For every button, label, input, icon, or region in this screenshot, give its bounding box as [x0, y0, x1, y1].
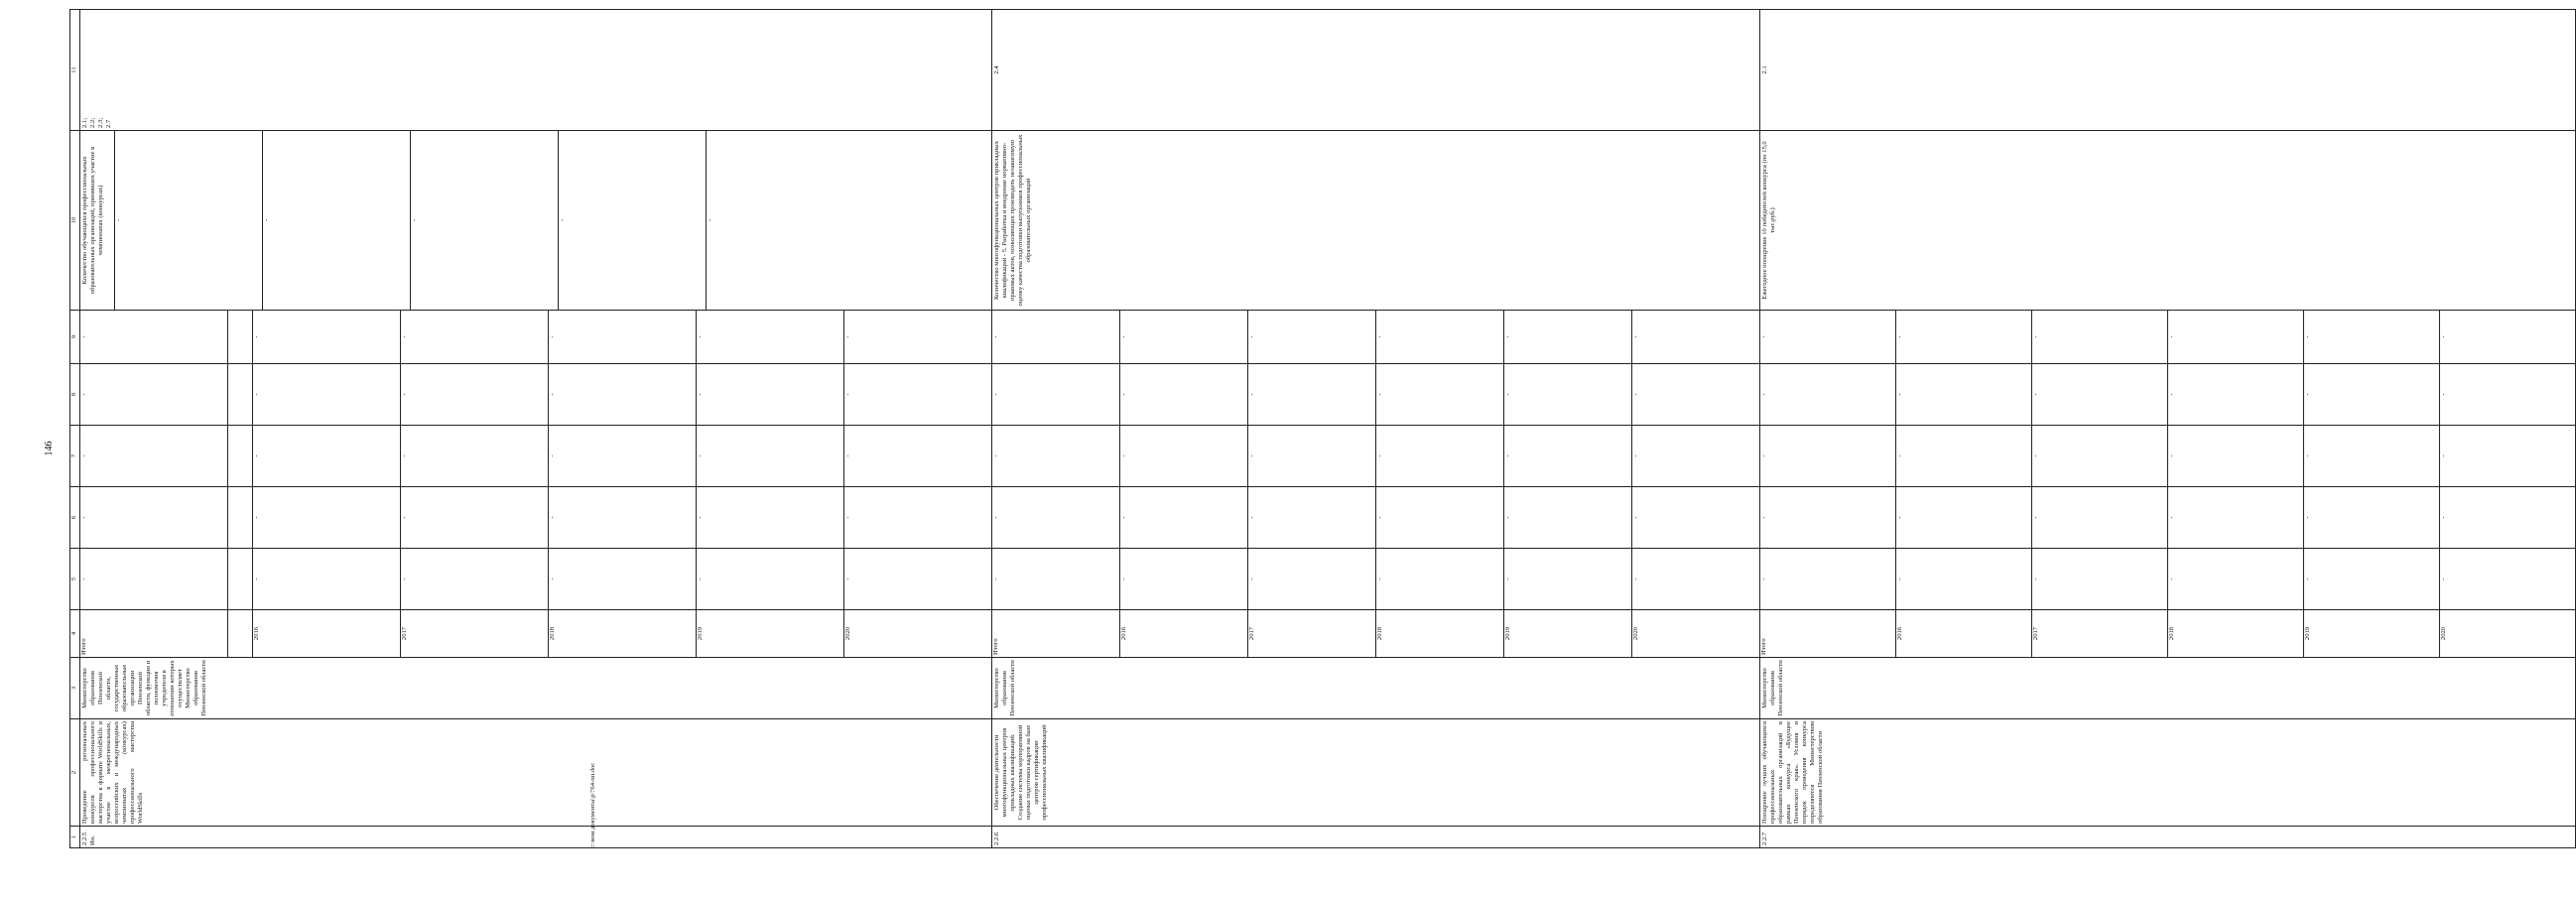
value: - — [992, 549, 1120, 609]
value: - — [559, 131, 707, 310]
value: - — [549, 487, 697, 548]
year: 2019 — [1504, 610, 1632, 657]
funding-col-8 — [1760, 364, 2576, 426]
target-refs: 2.1; 2.2; 2.3; 2.7 — [80, 10, 992, 131]
year-total: Итого — [80, 610, 228, 657]
table-row — [1760, 10, 2576, 848]
value: - — [411, 131, 559, 310]
value: - — [401, 426, 549, 486]
years-cell — [80, 610, 992, 658]
value: - — [1632, 393, 1639, 396]
value: - — [1632, 335, 1639, 338]
value: - — [2168, 426, 2304, 486]
year: 2016 — [253, 610, 401, 657]
value: - — [844, 577, 851, 580]
measure-name: Обеспечение деятельности многофункциональных центров прикладных квалификаций. Создание системы корпоративной оценки подготовки кадров на базе центров сертификации профессиональных квалификаций — [992, 719, 1760, 827]
value: - — [1248, 549, 1376, 609]
col-header-2: 2 — [70, 719, 80, 827]
year-total: Итого — [1760, 610, 1896, 657]
row-number: 2.2.6 — [992, 827, 1760, 848]
value: - — [992, 487, 1120, 548]
executor: Министерство образования Пензенской области — [992, 658, 1760, 719]
funding-col-8 — [992, 364, 1760, 426]
funding-col-7 — [80, 426, 992, 487]
year: 2016 — [1896, 610, 2032, 657]
value: - — [1896, 549, 2032, 609]
funding-col-5 — [80, 549, 992, 610]
col-header-1: 1 — [70, 827, 80, 848]
year: 2020 — [1632, 626, 1639, 641]
value: - — [1896, 487, 2032, 548]
value: - — [2440, 577, 2447, 580]
value: - — [844, 516, 851, 519]
funding-col-6 — [992, 487, 1760, 549]
value: - — [1760, 426, 1896, 486]
table-row — [992, 10, 1760, 848]
value: - — [697, 364, 844, 425]
value: - — [80, 487, 228, 548]
value: - — [1248, 311, 1376, 363]
value: - — [697, 426, 844, 486]
measure-name: Проведение региональных конкурсов профессионального мастерства в формате WorldSkills и участие в межрегиональных, всероссийских и международных чемпионатах (конкурсах) профессионального мастерства WorldSkills — [80, 719, 992, 827]
value: - — [1248, 364, 1376, 425]
value: - — [2304, 426, 2440, 486]
value: - — [697, 549, 844, 609]
col-header-7: 7 — [70, 426, 80, 487]
value: - — [263, 131, 411, 310]
value: - — [253, 311, 401, 363]
year: 2017 — [1248, 610, 1376, 657]
year: 2018 — [2168, 610, 2304, 657]
value: - — [115, 131, 263, 310]
value: - — [2168, 549, 2304, 609]
target-refs: 2.4 — [992, 10, 1760, 131]
value: - — [1504, 549, 1632, 609]
value: - — [2032, 426, 2168, 486]
program-table-sheet — [69, 10, 2447, 848]
footer-file-path: c:\мои документы\р\764-пп.doc — [589, 762, 596, 848]
year: 2018 — [549, 610, 697, 657]
value: - — [1760, 311, 1896, 363]
funding-col-6 — [80, 487, 992, 549]
value: - — [549, 364, 697, 425]
funding-col-6 — [1760, 487, 2576, 549]
value: - — [2440, 516, 2447, 519]
funding-col-9 — [1760, 311, 2576, 364]
value: - — [1248, 426, 1376, 486]
col-header-4: 4 — [70, 610, 80, 658]
value: - — [2168, 311, 2304, 363]
value: - — [992, 364, 1120, 425]
program-table — [69, 9, 2576, 848]
value: - — [1120, 364, 1248, 425]
funding-col-9 — [80, 311, 992, 364]
funding-col-9 — [992, 311, 1760, 364]
value: - — [2032, 364, 2168, 425]
value: - — [1248, 487, 1376, 548]
value: - — [1760, 487, 1896, 548]
value: - — [1376, 364, 1504, 425]
row-number: 2.2.5 Ин. — [80, 827, 992, 848]
value: - — [844, 454, 851, 457]
funding-col-7 — [1760, 426, 2576, 487]
measure-name: Поощрение лучших обучающихся профессиональных образовательных организаций в рамках конкурса «Будущее Пензенского края». Условия и порядок проведения конкурса определяются Министерством образования Пензенской области — [1760, 719, 2576, 827]
value: - — [1760, 549, 1896, 609]
years-cell — [1760, 610, 2576, 658]
value: - — [1376, 426, 1504, 486]
value: - — [253, 549, 401, 609]
value: - — [549, 426, 697, 486]
value: - — [80, 364, 228, 425]
funding-col-5 — [1760, 549, 2576, 610]
value: - — [1376, 487, 1504, 548]
value: - — [401, 549, 549, 609]
value: - — [1632, 454, 1639, 457]
value: - — [1120, 549, 1248, 609]
value: - — [697, 487, 844, 548]
value: - — [2304, 364, 2440, 425]
year: 2017 — [401, 610, 549, 657]
year: 2019 — [2304, 610, 2440, 657]
value: - — [707, 218, 713, 222]
value: - — [80, 311, 228, 363]
target-refs: 2.1 — [1760, 10, 2576, 131]
funding-col-8 — [80, 364, 992, 426]
value: - — [401, 487, 549, 548]
value: - — [1376, 311, 1504, 363]
value: - — [2168, 364, 2304, 425]
value: - — [1896, 364, 2032, 425]
indicator-cell — [80, 131, 992, 311]
executor: Министерство образования Пензенской области, государственные образовательные организации Пензенской области, функции и полномочия учредителя в отношении которых осуществляет Министерство образования Пензенской области — [80, 658, 992, 719]
value: - — [2304, 549, 2440, 609]
value: - — [2304, 487, 2440, 548]
value: - — [1504, 426, 1632, 486]
col-header-10: 10 — [70, 131, 80, 311]
value: - — [992, 311, 1120, 363]
value: - — [2032, 311, 2168, 363]
col-header-11: 11 — [70, 10, 80, 131]
value: - — [1376, 549, 1504, 609]
year: 2019 — [697, 610, 844, 657]
value: - — [253, 364, 401, 425]
col-header-8: 8 — [70, 364, 80, 426]
page-number: 146 — [44, 441, 55, 456]
indicator-text: Количество обучающихся профессиональных образовательных организаций, принявших участие в чемпионатах (конкурсах) — [81, 146, 105, 295]
value: - — [697, 311, 844, 363]
year: 2020 — [2440, 626, 2447, 641]
value: - — [2440, 393, 2447, 396]
value: - — [844, 335, 851, 338]
value: - — [2032, 487, 2168, 548]
value: - — [1120, 311, 1248, 363]
value: - — [253, 426, 401, 486]
value: - — [1896, 311, 2032, 363]
col-header-3: 3 — [70, 658, 80, 719]
value: - — [549, 549, 697, 609]
year: 2020 — [844, 626, 851, 641]
value: - — [1120, 426, 1248, 486]
row-number: 2.2.7 — [1760, 827, 2576, 848]
value: - — [253, 487, 401, 548]
value: - — [2440, 335, 2447, 338]
funding-col-5 — [992, 549, 1760, 610]
table-row — [80, 10, 992, 848]
col-header-5: 5 — [70, 549, 80, 610]
years-cell — [992, 610, 1760, 658]
value: - — [992, 426, 1120, 486]
value: - — [1896, 426, 2032, 486]
value: - — [80, 426, 228, 486]
year-total: Итого — [992, 610, 1120, 657]
funding-col-7 — [992, 426, 1760, 487]
value: - — [1632, 577, 1639, 580]
indicator-text: Количество многофункциональных центров прикладных квалификаций - 5. Разработка и внедрение нормативно-правовых актов, позволяющих производить независимую оценку качества подготовки выпускников профессиональных образовательных организаций — [992, 131, 1760, 311]
value: - — [1632, 516, 1639, 519]
value: - — [2168, 487, 2304, 548]
value: - — [1120, 487, 1248, 548]
value: - — [1760, 364, 1896, 425]
value: - — [1504, 364, 1632, 425]
value: - — [549, 311, 697, 363]
header-row — [70, 10, 80, 848]
indicator-text: Ежегодное поощрение 10 победителей конкурса (по 15,0 тыс.руб.) — [1760, 131, 2576, 311]
year: 2017 — [2032, 610, 2168, 657]
value: - — [401, 311, 549, 363]
value: - — [2304, 311, 2440, 363]
value: - — [2032, 549, 2168, 609]
value: - — [1504, 311, 1632, 363]
col-header-6: 6 — [70, 487, 80, 549]
value: - — [401, 364, 549, 425]
executor: Министерство образования Пензенской области — [1760, 658, 2576, 719]
value: - — [844, 393, 851, 396]
year: 2018 — [1376, 610, 1504, 657]
year: 2016 — [1120, 610, 1248, 657]
value: - — [80, 549, 228, 609]
value: - — [2440, 454, 2447, 457]
value: - — [1504, 487, 1632, 548]
col-header-9: 9 — [70, 311, 80, 364]
